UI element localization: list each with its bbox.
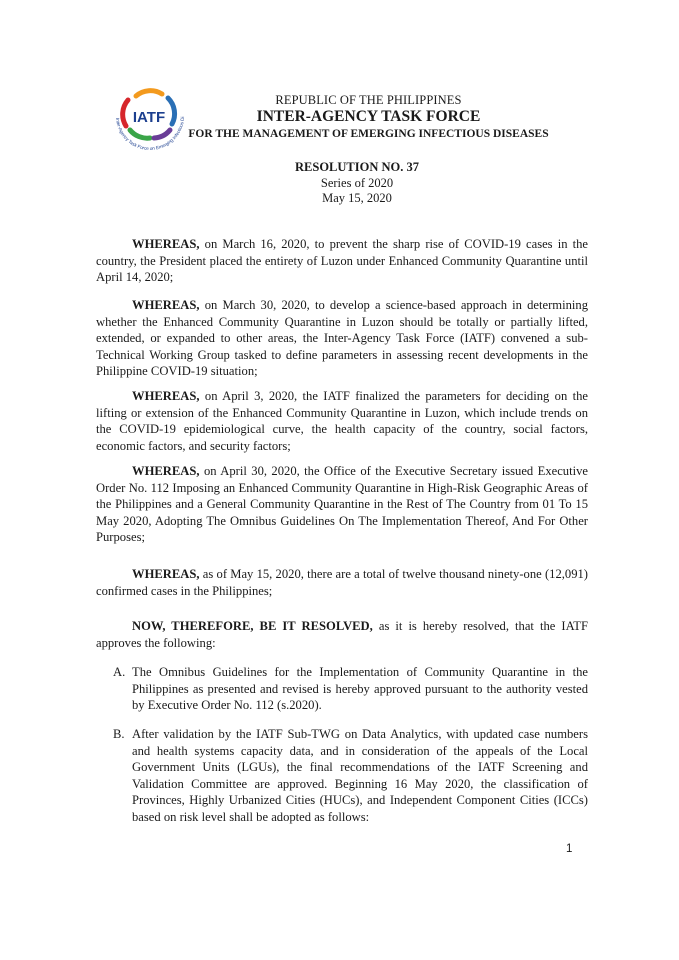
paragraph-text: as it is hereby resolved, that the IATF approves the following: (96, 619, 589, 650)
whereas-paragraph-5 (96, 566, 588, 599)
paragraph-lead: WHEREAS, (132, 389, 200, 403)
letterhead-agency-name: INTER-AGENCY TASK FORCE (256, 108, 481, 125)
resolution-date: May 15, 2020 (322, 191, 392, 205)
resolution-item-a (96, 664, 588, 714)
item-letter: A. (113, 665, 126, 679)
letterhead-republic: REPUBLIC OF THE PHILIPPINES (275, 93, 462, 107)
logo-ring-text: Inter-Agency Task Force on Emerging Infectious Di (115, 116, 185, 152)
whereas-paragraph-1 (96, 236, 588, 286)
paragraph-lead: WHEREAS, (132, 464, 200, 478)
letterhead (186, 93, 551, 142)
paragraph-text: on April 3, 2020, the IATF finalized the parameters for deciding on the lifting or extension of the Enhanced Community Quarantine in Luzon, which include trends on the COVID-19 epidemiological curve, the health capacity of the country, social factors, economic factors, and security factors; (96, 389, 588, 453)
whereas-paragraph-4 (96, 463, 588, 546)
paragraph-lead: WHEREAS, (132, 298, 200, 312)
item-text: The Omnibus Guidelines for the Implementation of Community Quarantine in the Philippines as presented and revised is hereby approved pursuant to the authority vested by Executive Order No. 112 (s.2020). (132, 665, 588, 713)
iatf-logo-graphic (106, 86, 196, 168)
paragraph-text: on March 16, 2020, to prevent the sharp rise of COVID-19 cases in the country, the President placed the entirety of Luzon under Enhanced Community Quarantine until April 14, 2020; (96, 237, 588, 285)
paragraph-lead: NOW, THEREFORE, BE IT RESOLVED, (132, 619, 373, 633)
letterhead-subtitle: FOR THE MANAGEMENT OF EMERGING INFECTIOUS DISEASES (188, 128, 549, 140)
whereas-paragraph-2 (96, 297, 588, 380)
paragraph-lead: WHEREAS, (132, 237, 200, 251)
resolution-number: RESOLUTION NO. 37 (295, 160, 419, 174)
paragraph-text: on April 30, 2020, the Office of the Executive Secretary issued Executive Order No. 112 Imposing an Enhanced Community Quarantine in High-Risk Geographic Areas of the Philippines and a General Community Quarantine in the Rest of The Country from 01 To 15 May 2020, Adopting The Omnibus Guidelines On The Implementation Thereof, And For Other Purposes; (96, 464, 588, 545)
resolution-series: Series of 2020 (320, 175, 394, 190)
item-text: After validation by the IATF Sub-TWG on Data Analytics, with updated case numbers and health systems capacity data, and in consideration of the appeals of the Local Government Units (LGUs), the final recommendations of the IATF Screening and Validation Committee are approved. Beginning 16 May 2020, the classification of Provinces, Highly Urbanized Cities (HUCs), and Independent Component Cities (ICCs) based on risk level shall be adopted as follows: (132, 727, 588, 824)
resolution-item-b (96, 726, 588, 826)
paragraph-text: as of May 15, 2020, there are a total of twelve thousand ninety-one (12,091) confirmed cases in the Philippines; (96, 567, 588, 598)
resolution-header (250, 160, 464, 207)
item-letter: B. (113, 727, 125, 741)
logo-text: IATF (132, 109, 166, 126)
resolved-paragraph (96, 618, 588, 651)
paragraph-text: on March 30, 2020, to develop a science-based approach in determining whether the Enhanced Community Quarantine in Luzon should be totally or partially lifted, extended, or expanded to other areas, the Inter-Agency Task Force (IATF) convened a sub-Technical Working Group tasked to define parameters in assessing recent developments in the Philippine COVID-19 situation; (96, 298, 588, 379)
paragraph-lead: WHEREAS, (132, 567, 200, 581)
iatf-logo (106, 86, 196, 168)
page-number: 1 (566, 843, 573, 855)
whereas-paragraph-3 (96, 388, 588, 454)
